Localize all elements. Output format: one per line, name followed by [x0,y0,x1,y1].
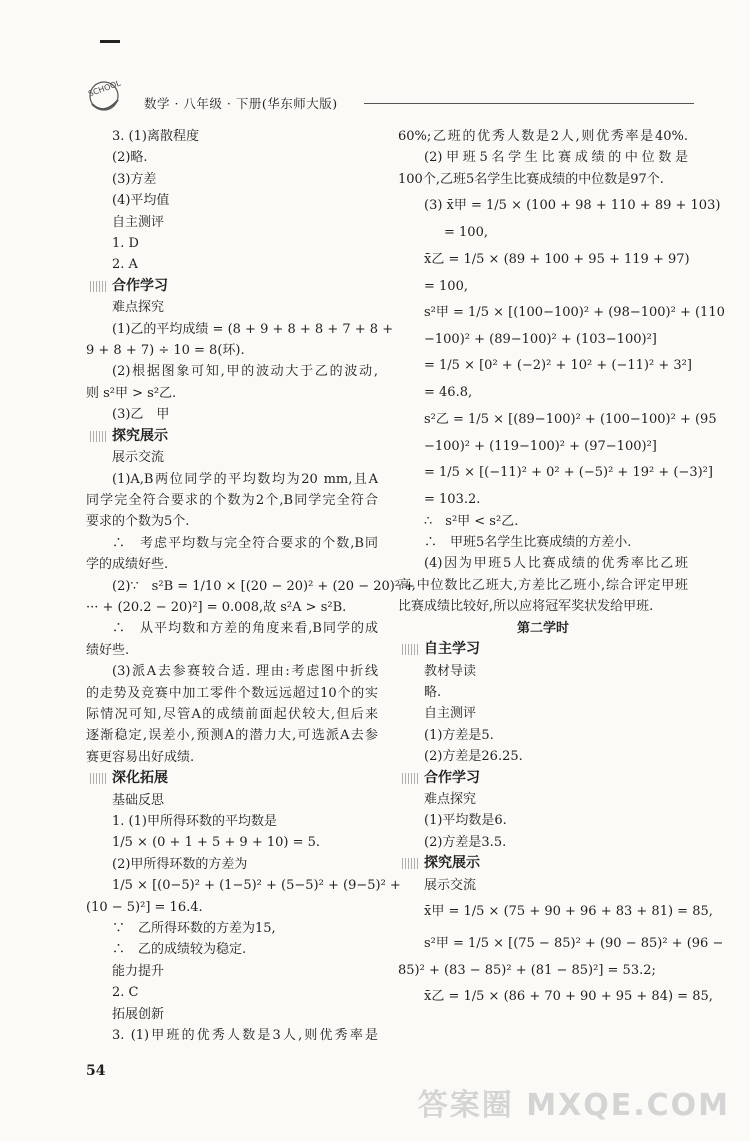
text-line: 1. (1)甲所得环数的平均数是 [112,814,277,829]
text-line: 则 s²甲 > s²乙. [86,385,177,401]
section-heading: 探究展示 [398,853,688,874]
text-line: (4)因为甲班5人比赛成绩的优秀率比乙班 [424,556,688,572]
text-line: 高,中位数比乙班大,方差比乙班小,综合评定甲班 [398,577,688,593]
text-line: (2)方差是26.25. [424,749,523,765]
text-line: s²甲 = 1/5 × [(75 − 85)² + (90 − 85)² + (96 − [424,935,724,951]
text-line: 拓展创新 [112,1006,165,1022]
text-line: = 46.8, [424,385,473,401]
text-line: (2)略. [112,150,148,166]
text-line: 自主测评 [424,706,477,722]
header-title: 数学 · 八年级 · 下册(华东师大版) [144,96,338,111]
text-line: 绩好些. [86,642,130,658]
top-mark [100,40,120,43]
left-column [86,126,416,1046]
text-line: 2. A [112,257,138,273]
text-line: s²甲 = 1/5 × [(100−100)² + (98−100)² + (110 [424,305,725,321]
text-line: ∴ 甲班5名学生比赛成绩的方差小. [424,535,632,551]
text-line: 3. (1)离散程度 [112,129,199,144]
text-line: 难点探究 [112,300,165,316]
text-line: 逐渐稳定,误差小,预测A的潜力大,可选派A去参 [86,728,378,744]
text-line: 9 + 8 + 7) ÷ 10 = 8(环). [86,343,245,359]
text-line: = 100, [424,278,468,294]
text-line: (2)甲所得环数的方差为 [112,856,248,872]
text-line: −100)² + (89−100)² + (103−100)²] [424,332,657,348]
text-line: ··· + (20.2 − 20)²] = 0.008,故 s²A > s²B. [86,599,347,615]
text-line: 基础反思 [112,792,165,808]
text-line: 1/5 × [(0−5)² + (1−5)² + (5−5)² + (9−5)² + [112,878,401,894]
text-line: 际情况可知,尽管A的成绩前面起伏较大,但后来 [86,706,378,722]
text-line: (2)方差是3.5. [424,834,507,850]
text-line: = 103.2. [424,492,481,508]
text-line: (1)乙的平均成绩 = (8 + 9 + 8 + 8 + 7 + 8 + [112,321,394,337]
section-heading: 探究展示 [86,426,378,447]
text-line: 的走势及竞赛中加工零件个数远远超过10个的实 [86,685,378,701]
text-line: (3)乙 甲 [112,407,170,423]
text-line: 100个,乙班5名学生比赛成绩的中位数是97个. [398,171,664,187]
text-line: = 1/5 × [(−11)² + 0² + (−5)² + 19² + (−3)²] [424,465,713,481]
text-line: ∴ s²甲 < s²乙. [424,513,519,529]
text-line: ∴ 考虑平均数与完全符合要求的个数,B同 [112,535,378,551]
text-line: −100)² + (119−100)² + (97−100)²] [424,438,657,454]
text-line: 3. (1)甲班的优秀人数是3人,则优秀率是 [112,1028,378,1044]
section-heading: 合作学习 [398,768,688,789]
text-line: = 100, [444,225,488,241]
text-line: 第二学时 [516,620,569,636]
section-heading: 自主学习 [398,639,688,660]
text-line: 难点探究 [424,791,477,807]
text-line: 要求的个数为5个. [86,514,190,530]
text-line: 2. C [112,985,139,1001]
text-line: 自主测评 [112,214,165,230]
text-line: (3) x̄甲 = 1/5 × (100 + 98 + 110 + 89 + 103) [424,198,721,214]
text-line: (2)根据图象可知,甲的波动大于乙的波动, [112,364,378,380]
text-line: 学的成绩好些. [86,557,169,573]
text-line: (1)A,B两位同学的平均数均为20 mm,且A [112,471,378,487]
text-line: (3)派A去参赛较合适. 理由:考虑图中折线 [112,664,378,680]
text-line: 能力提升 [112,963,165,979]
text-line: = 1/5 × [0² + (−2)² + 10² + (−11)² + 3²] [424,358,692,374]
page-number: 54 [86,1063,106,1079]
school-logo-icon [82,76,132,116]
text-line: 1. D [112,236,139,252]
watermark: 答案圈 MXQE.COM [417,1088,730,1123]
text-line: (2)∵ s²B = 1/10 × [(20 − 20)² + (20 − 20)² + [112,578,416,594]
text-line: 85)² + (83 − 85)² + (81 − 85)²] = 53.2; [398,962,656,978]
page-header [82,76,702,116]
text-line: 60%;乙班的优秀人数是2人,则优秀率是40%. [398,129,688,144]
section-heading: 深化拓展 [86,768,378,789]
logo-text: SCHOOL [87,78,122,99]
text-line: 展示交流 [424,877,477,893]
text-line: ∴ 从平均数和方差的角度来看,B同学的成 [112,621,378,637]
text-line: 赛更容易出好成绩. [86,749,195,765]
right-column [398,126,725,1013]
section-heading: 合作学习 [86,276,378,297]
text-line: (1)方差是5. [424,727,494,743]
text-line: ∴ 乙的成绩较为稳定. [112,942,247,958]
text-line: (4)平均值 [112,193,170,209]
text-line: 展示交流 [112,450,165,466]
text-line: 比赛成绩比较好,所以应将冠军奖状发给甲班. [398,599,654,615]
header-rule [364,103,694,104]
text-line: x̄乙 = 1/5 × (86 + 70 + 90 + 95 + 84) = 85, [424,989,713,1005]
text-line: (10 − 5)²] = 16.4. [86,899,203,915]
text-line: (2)甲班5名学生比赛成绩的中位数是 [424,150,688,166]
text-line: 略. [424,684,442,700]
text-line: s²乙 = 1/5 × [(89−100)² + (100−100)² + (95 [424,411,717,427]
text-line: ∵ 乙所得环数的方差为15, [112,921,276,937]
text-line: x̄乙 = 1/5 × (89 + 100 + 95 + 119 + 97) [424,251,690,267]
text-line: x̄甲 = 1/5 × (75 + 90 + 96 + 83 + 81) = 85, [424,903,713,919]
text-line: (1)平均数是6. [424,813,507,829]
text-line: (3)方差 [112,171,157,187]
text-line: 同学完全符合要求的个数为2个,B同学完全符合 [86,492,378,508]
text-line: 教材导读 [424,663,477,679]
text-line: 1/5 × (0 + 1 + 5 + 9 + 10) = 5. [112,835,321,851]
